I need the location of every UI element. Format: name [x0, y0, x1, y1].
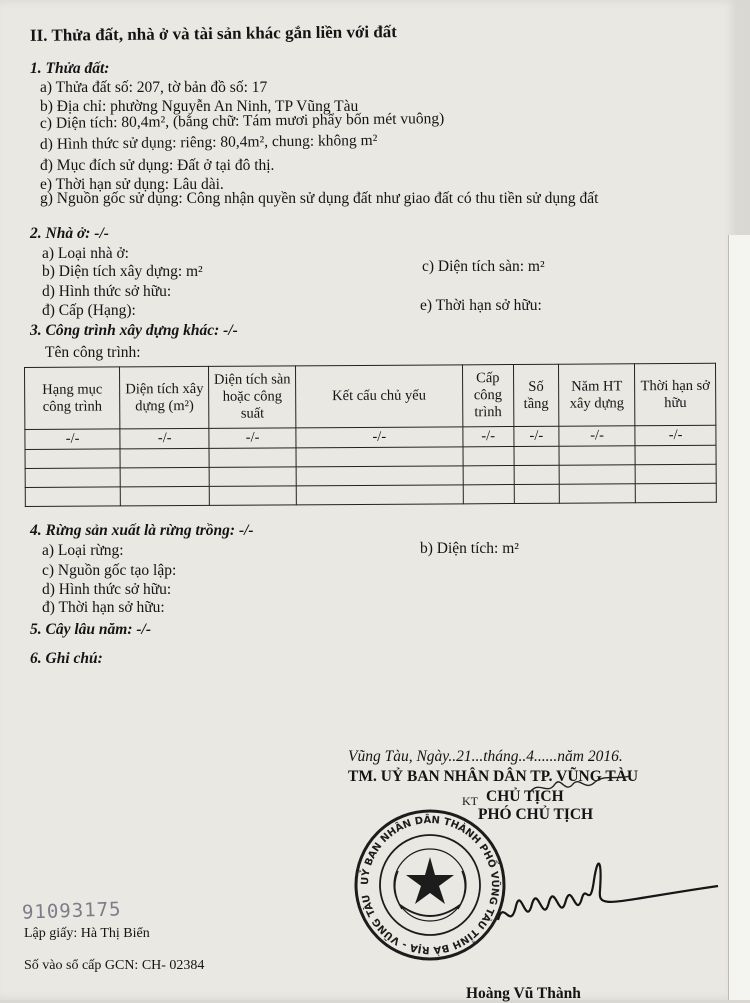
house-grade: đ) Cấp (Hạng): [42, 302, 136, 319]
house-ownership-term: e) Thời hạn sở hữu: [420, 297, 542, 314]
table-header: Số tầng [513, 364, 558, 426]
signing-vice-chair: PHÓ CHỦ TỊCH [478, 806, 594, 823]
house-build-area: b) Diện tích xây dựng: m² [42, 263, 203, 280]
perennial-title: 5. Cây lâu năm: -/- [30, 621, 151, 638]
seal-text: UỶ BAN NHÂN DÂN THÀNH PHỐ VŨNG TÀU TỈNH BÀ RỊA - VŨNG TÀU [359, 814, 501, 956]
forest-title: 4. Rừng sản xuất là rừng trồng: -/- [30, 522, 254, 539]
house-type: a) Loại nhà ở: [42, 245, 129, 262]
table-header: Diện tích xây dựng (m²) [120, 366, 209, 429]
forest-area: b) Diện tích: m² [420, 540, 519, 557]
official-seal [350, 805, 510, 965]
house-title: 2. Nhà ở: -/- [30, 225, 109, 242]
forest-ownership-form: d) Hình thức sở hữu: [42, 581, 172, 598]
table-header: Hạng mục công trình [25, 367, 121, 430]
table-header: Diện tích sàn hoặc công suất [209, 366, 296, 429]
signing-place-date: Vũng Tàu, Ngày..21...tháng..4......năm 2016. [348, 748, 623, 765]
prepared-by: Lập giấy: Hà Thị Biển [24, 926, 150, 941]
table-row [25, 483, 716, 506]
works-table [24, 363, 717, 507]
initial-mark [525, 770, 635, 800]
house-floor-area: c) Diện tích sàn: m² [422, 258, 545, 275]
table-cell: -/- [209, 428, 296, 449]
table-cell: -/- [25, 429, 120, 450]
land-use-term: e) Thời hạn sử dụng: Lâu dài. [40, 176, 224, 193]
table-header: Thời hạn sở hữu [635, 363, 716, 425]
forest-ownership-term: đ) Thời hạn sở hữu: [42, 599, 165, 616]
serial-stamp: 91093175 [21, 898, 122, 924]
works-name-label: Tên công trình: [45, 344, 141, 361]
land-area: c) Diện tích: 80,4m², (bằng chữ: Tám mươi phẩy bốn mét vuông) [39, 110, 445, 132]
forest-origin: c) Nguồn gốc tạo lập: [42, 562, 177, 579]
signing-kt: KT [462, 794, 478, 808]
table-cell: -/- [559, 426, 636, 446]
underlying-page-edge [728, 235, 750, 1000]
signature [488, 840, 728, 950]
table-header: Năm HT xây dựng [558, 364, 635, 426]
section-title: II. Thửa đất, nhà ở và tài sản khác gắn liền với đất [29, 22, 398, 45]
table-cell: -/- [120, 428, 209, 449]
land-title: 1. Thửa đất: [30, 60, 110, 77]
land-use-purpose: đ) Mục đích sử dụng: Đất ở tại đô thị. [40, 157, 275, 174]
table-cell: -/- [462, 427, 513, 447]
land-origin: g) Nguồn gốc sử dụng: Công nhận quyền sử dụng đất như giao đất có thu tiền sử dụng đất [40, 190, 599, 207]
table-header: Cấp công trình [462, 365, 514, 427]
signing-chair: CHỦ TỊCH [486, 788, 564, 805]
land-use-form: d) Hình thức sử dụng: riêng: 80,4m², chung: không m² [39, 131, 378, 153]
table-header-row [25, 363, 716, 429]
works-title: 3. Công trình xây dựng khác: -/- [30, 322, 238, 339]
house-ownership-form: d) Hình thức sở hữu: [42, 283, 172, 300]
table-cell: -/- [296, 427, 463, 448]
signing-organization: TM. UỶ BAN NHÂN DÂN TP. VŨNG TÀU [348, 768, 639, 785]
land-address: b) Địa chỉ: phường Nguyễn An Ninh, TP Vũng Tàu [40, 98, 359, 115]
land-parcel-number: a) Thửa đất số: 207, tờ bản đồ số: 17 [40, 79, 268, 96]
cert-record-number: Số vào sổ cấp GCN: CH- 02384 [24, 958, 205, 973]
signer-name: Hoàng Vũ Thành [466, 985, 581, 1002]
table-cell: -/- [514, 426, 559, 446]
notes-title: 6. Ghi chú: [30, 650, 103, 667]
table-cell: -/- [635, 425, 716, 445]
table-header: Kết cấu chủ yếu [296, 365, 463, 428]
forest-type: a) Loại rừng: [42, 542, 124, 559]
